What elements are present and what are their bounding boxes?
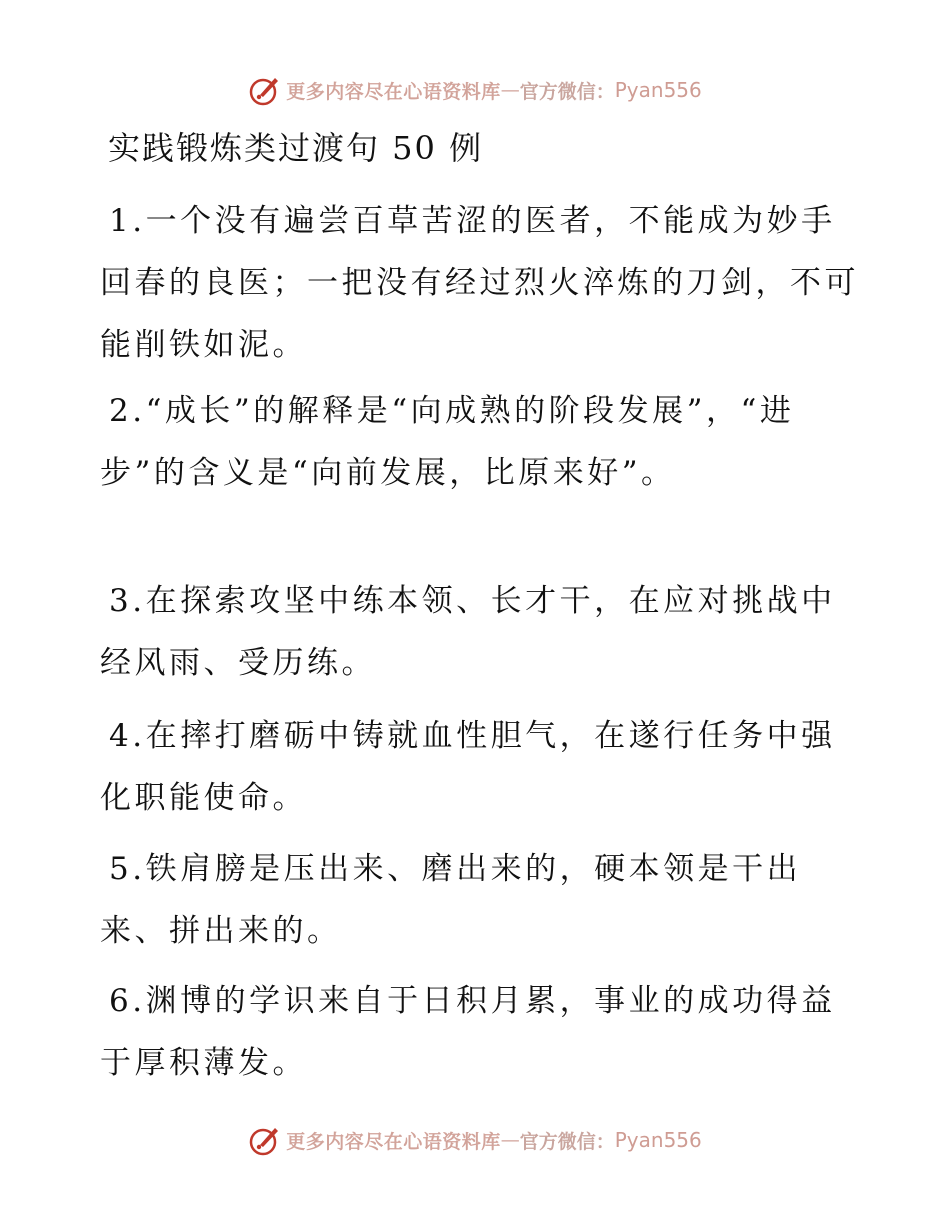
paragraph-2: 2.“成长”的解释是“向成熟的阶段发展”，“进步”的含义是“向前发展，比原来好”。	[100, 393, 795, 491]
paragraph-5: 5.铁肩膀是压出来、磨出来的，硬本领是干出来、拼出来的。	[100, 851, 802, 949]
watermark-label: 官方微信：	[519, 80, 615, 103]
paragraph-4: 4.在摔打磨砺中铸就血性胆气，在遂行任务中强化职能使命。	[100, 718, 836, 816]
header-watermark	[0, 68, 950, 112]
watermark-wechat-id: Pyan556	[614, 1128, 702, 1152]
paragraph-3: 3.在探索攻坚中练本领、长才干，在应对挑战中经风雨、受历练。	[100, 583, 836, 681]
document-title: 实践锻炼类过渡句 50 例	[108, 129, 484, 167]
paragraph-6: 6.渊博的学识来自于日积月累，事业的成功得益于厚积薄发。	[100, 983, 836, 1081]
watermark-brand: 更多内容尽在心语资料库	[286, 1130, 501, 1153]
footer-watermark	[0, 1118, 950, 1162]
watermark-brand: 更多内容尽在心语资料库	[286, 80, 501, 103]
paragraph-1: 1.一个没有遍尝百草苦涩的医者，不能成为妙手回春的良医；一把没有经过烈火淬炼的刀剑，不可能削铁如泥。	[100, 203, 859, 363]
quill-logo-icon	[248, 73, 282, 107]
watermark-dash: —	[500, 79, 520, 101]
watermark-dash: —	[500, 1129, 520, 1151]
watermark-label: 官方微信：	[519, 1130, 615, 1153]
quill-logo-icon	[248, 1123, 282, 1157]
watermark-wechat-id: Pyan556	[614, 78, 702, 102]
